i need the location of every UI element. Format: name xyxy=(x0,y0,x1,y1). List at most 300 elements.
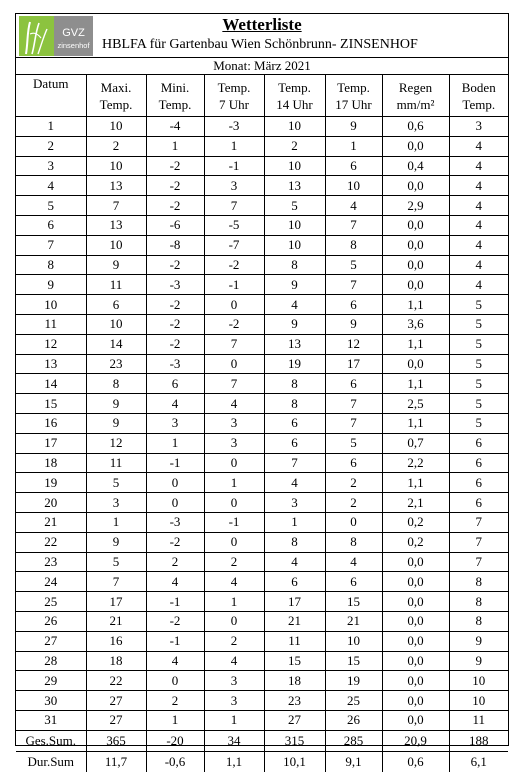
table-cell: 10 xyxy=(86,117,146,137)
table-row xyxy=(16,275,508,295)
table-cell: 6 xyxy=(264,433,325,453)
table-cell: 12 xyxy=(16,334,86,354)
table-cell: 0,0 xyxy=(382,572,449,592)
table-cell: 0,0 xyxy=(382,611,449,631)
table-cell: 0,0 xyxy=(382,354,449,374)
table-cell: -20 xyxy=(146,730,204,751)
table-cell: 1 xyxy=(146,433,204,453)
table-cell: 5 xyxy=(449,295,508,315)
table-row xyxy=(16,334,508,354)
table-cell: 1,1 xyxy=(382,473,449,493)
table-cell: Ges.Sum. xyxy=(16,730,86,751)
table-cell: 8 xyxy=(449,611,508,631)
weather-sheet xyxy=(15,13,509,769)
table-cell: 17 xyxy=(86,592,146,612)
table-cell: 5 xyxy=(449,394,508,414)
table-cell: 188 xyxy=(449,730,508,751)
table-cell: 4 xyxy=(449,136,508,156)
table-cell: -1 xyxy=(204,275,264,295)
column-header-line1: Temp. xyxy=(337,79,370,95)
table-cell: 1 xyxy=(146,136,204,156)
table-cell: 0 xyxy=(146,493,204,513)
table-cell: 3 xyxy=(264,493,325,513)
table-row xyxy=(16,215,508,235)
table-cell: 11 xyxy=(264,631,325,651)
table-cell: 13 xyxy=(86,215,146,235)
summary-row xyxy=(16,730,508,751)
table-cell: 1 xyxy=(86,512,146,532)
table-cell: 3 xyxy=(16,156,86,176)
table-cell: -1 xyxy=(146,592,204,612)
table-cell: 0,0 xyxy=(382,275,449,295)
table-cell: 0 xyxy=(204,295,264,315)
table-row xyxy=(16,651,508,671)
table-cell: -2 xyxy=(204,314,264,334)
table-cell: 3 xyxy=(449,117,508,137)
table-row xyxy=(16,255,508,275)
column-header xyxy=(204,75,264,117)
table-cell: 6 xyxy=(449,493,508,513)
table-cell: 0 xyxy=(146,473,204,493)
table-cell: 7 xyxy=(16,235,86,255)
table-cell: 1 xyxy=(204,710,264,730)
table-cell: 1,1 xyxy=(382,413,449,433)
table-cell: 8 xyxy=(86,374,146,394)
table-cell: 28 xyxy=(16,651,86,671)
table-row xyxy=(16,592,508,612)
table-cell: 9 xyxy=(86,255,146,275)
table-cell: 3 xyxy=(204,433,264,453)
table-cell: 6 xyxy=(146,374,204,394)
table-cell: 5 xyxy=(16,196,86,216)
table-cell: 16 xyxy=(86,631,146,651)
table-cell: 17 xyxy=(325,354,382,374)
table-cell: 1 xyxy=(16,117,86,137)
column-header xyxy=(382,75,449,117)
table-cell: 2,9 xyxy=(382,196,449,216)
table-cell: -2 xyxy=(204,255,264,275)
column-header-line1: Datum xyxy=(33,76,69,91)
table-cell: 8 xyxy=(325,235,382,255)
table-cell: 3 xyxy=(204,671,264,691)
table-cell: 10 xyxy=(264,235,325,255)
table-cell: 4 xyxy=(204,394,264,414)
table-cell: 5 xyxy=(449,314,508,334)
table-cell: 23 xyxy=(16,552,86,572)
table-row xyxy=(16,295,508,315)
table-cell: 7 xyxy=(204,334,264,354)
table-cell: 0,4 xyxy=(382,156,449,176)
table-cell: 0 xyxy=(146,671,204,691)
table-cell: 8 xyxy=(449,572,508,592)
table-row xyxy=(16,156,508,176)
table-cell: 20,9 xyxy=(382,730,449,751)
table-cell: 5 xyxy=(325,433,382,453)
table-cell: 12 xyxy=(325,334,382,354)
table-cell: 1 xyxy=(325,136,382,156)
table-row xyxy=(16,433,508,453)
table-cell: 6 xyxy=(325,374,382,394)
column-header-line2: 7 Uhr xyxy=(219,96,249,112)
column-header xyxy=(264,75,325,117)
table-cell: 11 xyxy=(86,275,146,295)
column-header-line1: Mini. xyxy=(160,79,190,95)
table-cell: 17 xyxy=(16,433,86,453)
table-row xyxy=(16,136,508,156)
table-cell: 6 xyxy=(449,453,508,473)
table-cell: -2 xyxy=(146,532,204,552)
table-cell: 34 xyxy=(204,730,264,751)
table-cell: 27 xyxy=(86,710,146,730)
table-cell: 23 xyxy=(264,691,325,711)
column-header-line1: Regen xyxy=(398,79,433,95)
table-cell: 0 xyxy=(204,453,264,473)
table-cell: 12 xyxy=(86,433,146,453)
table-cell: -1 xyxy=(204,156,264,176)
weather-table xyxy=(16,75,508,772)
table-cell: 4 xyxy=(264,552,325,572)
table-cell: 2,1 xyxy=(382,493,449,513)
table-cell: 9,1 xyxy=(325,751,382,772)
table-cell: 9 xyxy=(16,275,86,295)
table-cell: 1,1 xyxy=(382,295,449,315)
table-cell: 2 xyxy=(204,552,264,572)
table-cell: -5 xyxy=(204,215,264,235)
table-cell: 0,2 xyxy=(382,512,449,532)
table-cell: 8 xyxy=(264,394,325,414)
table-cell: -6 xyxy=(146,215,204,235)
table-row xyxy=(16,493,508,513)
table-cell: 6 xyxy=(86,295,146,315)
table-row xyxy=(16,512,508,532)
table-row xyxy=(16,473,508,493)
table-cell: 9 xyxy=(325,117,382,137)
table-cell: 1 xyxy=(204,473,264,493)
table-cell: 2 xyxy=(325,473,382,493)
table-cell: 4 xyxy=(325,196,382,216)
table-cell: -2 xyxy=(146,196,204,216)
table-cell: 6 xyxy=(449,433,508,453)
table-cell: 6 xyxy=(264,572,325,592)
table-row xyxy=(16,532,508,552)
table-cell: 285 xyxy=(325,730,382,751)
table-row xyxy=(16,117,508,137)
table-cell: 19 xyxy=(264,354,325,374)
table-cell: 3 xyxy=(86,493,146,513)
table-cell: 26 xyxy=(16,611,86,631)
table-cell: 0 xyxy=(204,354,264,374)
table-cell: 0,0 xyxy=(382,691,449,711)
column-header-line2: mm/m² xyxy=(396,96,435,112)
table-row xyxy=(16,453,508,473)
table-cell: 22 xyxy=(86,671,146,691)
table-cell: 4 xyxy=(204,651,264,671)
table-cell: 23 xyxy=(86,354,146,374)
table-cell: -3 xyxy=(204,117,264,137)
table-cell: 20 xyxy=(16,493,86,513)
table-cell: 3 xyxy=(204,413,264,433)
table-cell: 7 xyxy=(264,453,325,473)
table-cell: 13 xyxy=(264,334,325,354)
table-cell: 0,0 xyxy=(382,552,449,572)
table-cell: 18 xyxy=(16,453,86,473)
table-cell: 27 xyxy=(86,691,146,711)
table-cell: 0,0 xyxy=(382,235,449,255)
summary-row xyxy=(16,751,508,772)
table-header-row xyxy=(16,75,508,117)
table-cell: -0,6 xyxy=(146,751,204,772)
table-cell: 8 xyxy=(264,532,325,552)
table-cell: -1 xyxy=(146,631,204,651)
table-cell: 9 xyxy=(449,631,508,651)
table-cell: 4 xyxy=(449,235,508,255)
column-header-line1: Boden xyxy=(461,79,496,95)
table-cell: 5 xyxy=(449,334,508,354)
table-cell: 15 xyxy=(264,651,325,671)
table-cell: 19 xyxy=(16,473,86,493)
column-header-line1: Temp. xyxy=(278,79,311,95)
table-cell: 8 xyxy=(16,255,86,275)
table-cell: -1 xyxy=(146,453,204,473)
table-cell: -3 xyxy=(146,354,204,374)
table-cell: 0 xyxy=(204,611,264,631)
table-cell: 6 xyxy=(325,572,382,592)
table-cell: 7 xyxy=(204,196,264,216)
table-cell: 4 xyxy=(449,255,508,275)
table-cell: 7 xyxy=(449,512,508,532)
table-cell: 9 xyxy=(264,275,325,295)
table-cell: 1 xyxy=(264,512,325,532)
table-cell: 21 xyxy=(264,611,325,631)
table-cell: -7 xyxy=(204,235,264,255)
table-cell: 7 xyxy=(325,413,382,433)
table-cell: 5 xyxy=(86,552,146,572)
table-cell: 5 xyxy=(325,255,382,275)
column-header xyxy=(86,75,146,117)
table-cell: 13 xyxy=(86,176,146,196)
table-cell: 10 xyxy=(16,295,86,315)
table-cell: 18 xyxy=(264,671,325,691)
table-cell: 0,6 xyxy=(382,751,449,772)
table-cell: 0,6 xyxy=(382,117,449,137)
table-cell: 26 xyxy=(325,710,382,730)
table-cell: 0 xyxy=(325,512,382,532)
sheet-header xyxy=(16,14,508,57)
table-cell: 10 xyxy=(264,117,325,137)
column-header-line1: Temp. xyxy=(217,79,251,95)
table-cell: 11 xyxy=(86,453,146,473)
table-row xyxy=(16,611,508,631)
table-row xyxy=(16,394,508,414)
table-cell: 7 xyxy=(86,572,146,592)
table-cell: 0,0 xyxy=(382,215,449,235)
table-cell: Dur.Sum xyxy=(16,751,86,772)
table-cell: -3 xyxy=(146,275,204,295)
table-cell: 21 xyxy=(325,611,382,631)
table-cell: 1 xyxy=(204,136,264,156)
table-cell: -2 xyxy=(146,314,204,334)
table-cell: 10 xyxy=(264,215,325,235)
table-cell: -3 xyxy=(146,512,204,532)
table-cell: 0,0 xyxy=(382,651,449,671)
table-row xyxy=(16,552,508,572)
table-row xyxy=(16,691,508,711)
table-row xyxy=(16,354,508,374)
table-cell: -2 xyxy=(146,611,204,631)
table-cell: 0 xyxy=(204,493,264,513)
table-cell: 1,1 xyxy=(382,334,449,354)
table-cell: 0,0 xyxy=(382,136,449,156)
table-cell: 10 xyxy=(86,156,146,176)
table-cell: 7 xyxy=(204,374,264,394)
table-cell: 10 xyxy=(86,235,146,255)
table-cell: 2 xyxy=(86,136,146,156)
table-row xyxy=(16,314,508,334)
table-cell: 2 xyxy=(146,691,204,711)
table-cell: 9 xyxy=(86,413,146,433)
table-cell: 13 xyxy=(264,176,325,196)
table-cell: 5 xyxy=(449,413,508,433)
table-cell: 0,7 xyxy=(382,433,449,453)
column-header xyxy=(146,75,204,117)
table-cell: 22 xyxy=(16,532,86,552)
table-cell: 0,0 xyxy=(382,176,449,196)
table-cell: 6 xyxy=(325,453,382,473)
column-header-line2: Temp. xyxy=(158,96,192,112)
column-header-line2 xyxy=(16,92,86,109)
table-cell: -2 xyxy=(146,334,204,354)
table-cell: 9 xyxy=(264,314,325,334)
table-cell: 0,0 xyxy=(382,671,449,691)
table-cell: 15 xyxy=(325,651,382,671)
table-cell: 3,6 xyxy=(382,314,449,334)
table-cell: 25 xyxy=(325,691,382,711)
table-cell: 29 xyxy=(16,671,86,691)
table-cell: 9 xyxy=(325,314,382,334)
table-cell: 4 xyxy=(449,156,508,176)
table-cell: 2 xyxy=(264,136,325,156)
table-cell: 6 xyxy=(264,413,325,433)
month-label: Monat: März 2021 xyxy=(16,57,508,75)
table-cell: 4 xyxy=(449,215,508,235)
table-cell: 11 xyxy=(16,314,86,334)
table-cell: 21 xyxy=(16,512,86,532)
table-cell: 315 xyxy=(264,730,325,751)
table-cell: 4 xyxy=(16,176,86,196)
table-cell: 4 xyxy=(449,176,508,196)
table-cell: 11,7 xyxy=(86,751,146,772)
column-header-line2: Temp. xyxy=(462,96,496,112)
table-cell: 2 xyxy=(146,552,204,572)
table-cell: 1,1 xyxy=(204,751,264,772)
table-cell: 9 xyxy=(86,394,146,414)
table-cell: 6 xyxy=(325,156,382,176)
table-cell: 11 xyxy=(449,710,508,730)
table-cell: 10 xyxy=(449,691,508,711)
table-cell: 4 xyxy=(146,572,204,592)
table-cell: 15 xyxy=(325,592,382,612)
table-row xyxy=(16,196,508,216)
table-row xyxy=(16,710,508,730)
table-cell: 10 xyxy=(325,176,382,196)
table-cell: 10 xyxy=(449,671,508,691)
table-cell: 0,0 xyxy=(382,710,449,730)
table-cell: 3 xyxy=(204,176,264,196)
table-cell: 8 xyxy=(449,592,508,612)
table-cell: 25 xyxy=(16,592,86,612)
table-cell: 21 xyxy=(86,611,146,631)
table-cell: 14 xyxy=(86,334,146,354)
table-cell: 10 xyxy=(325,631,382,651)
table-cell: 10 xyxy=(86,314,146,334)
table-row xyxy=(16,413,508,433)
column-header xyxy=(325,75,382,117)
table-cell: 2 xyxy=(16,136,86,156)
table-cell: 365 xyxy=(86,730,146,751)
table-cell: 18 xyxy=(86,651,146,671)
table-cell: 9 xyxy=(449,651,508,671)
table-cell: 2,5 xyxy=(382,394,449,414)
table-cell: 4 xyxy=(264,473,325,493)
table-cell: 3 xyxy=(146,413,204,433)
table-cell: 7 xyxy=(449,552,508,572)
table-cell: 7 xyxy=(325,275,382,295)
table-cell: 7 xyxy=(325,215,382,235)
svg-text:GVZ: GVZ xyxy=(62,27,85,39)
table-cell: 8 xyxy=(264,255,325,275)
table-cell: 31 xyxy=(16,710,86,730)
table-cell: 19 xyxy=(325,671,382,691)
table-row xyxy=(16,235,508,255)
table-cell: 0 xyxy=(204,532,264,552)
table-cell: -2 xyxy=(146,176,204,196)
table-cell: -1 xyxy=(204,512,264,532)
table-cell: -8 xyxy=(146,235,204,255)
table-cell: 7 xyxy=(86,196,146,216)
table-cell: 4 xyxy=(146,651,204,671)
table-cell: 27 xyxy=(16,631,86,651)
table-cell: -2 xyxy=(146,295,204,315)
table-cell: 2 xyxy=(325,493,382,513)
table-cell: -4 xyxy=(146,117,204,137)
table-cell: 7 xyxy=(325,394,382,414)
table-row xyxy=(16,176,508,196)
table-cell: 1 xyxy=(204,592,264,612)
table-cell: -2 xyxy=(146,156,204,176)
table-cell: 5 xyxy=(264,196,325,216)
table-row xyxy=(16,572,508,592)
table-cell: 5 xyxy=(449,374,508,394)
table-cell: 0,2 xyxy=(382,532,449,552)
table-row xyxy=(16,671,508,691)
table-cell: 27 xyxy=(264,710,325,730)
column-header-line1: Maxi. xyxy=(100,79,132,95)
table-cell: 14 xyxy=(16,374,86,394)
table-cell: 4 xyxy=(449,275,508,295)
table-cell: 2,2 xyxy=(382,453,449,473)
table-cell: 1,1 xyxy=(382,374,449,394)
table-cell: 0,0 xyxy=(382,255,449,275)
table-cell: 24 xyxy=(16,572,86,592)
table-cell: 4 xyxy=(325,552,382,572)
table-cell: 15 xyxy=(16,394,86,414)
table-cell: 0,0 xyxy=(382,592,449,612)
table-cell: 9 xyxy=(86,532,146,552)
column-header-line2: Temp. xyxy=(99,96,133,112)
table-cell: 4 xyxy=(449,196,508,216)
table-cell: 1 xyxy=(146,710,204,730)
table-cell: 10,1 xyxy=(264,751,325,772)
